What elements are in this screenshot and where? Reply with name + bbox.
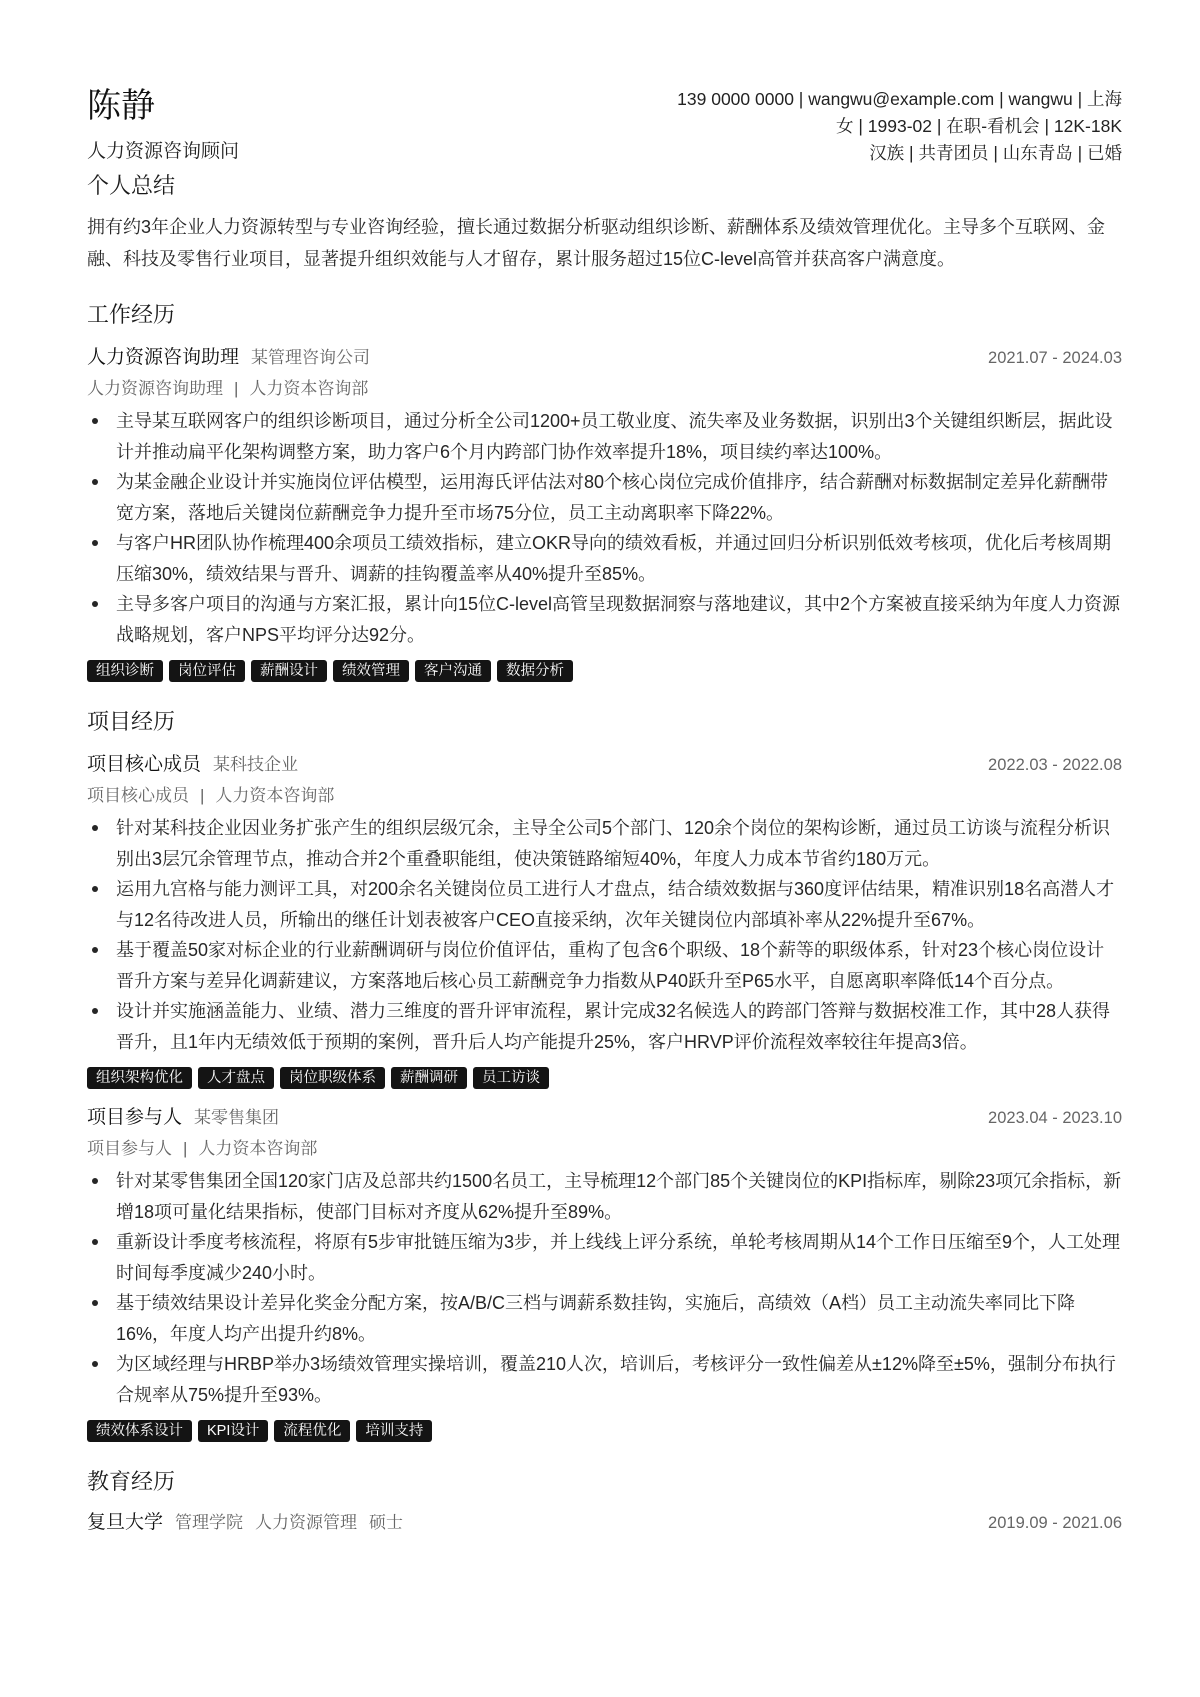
- skill-tag: KPI设计: [198, 1420, 268, 1442]
- resume-page: [87, 86, 1122, 1537]
- bullet-item: 重新设计季度考核流程，将原有5步审批链压缩为3步，并上线线上评分系统，单轮考核周期从14个工作日压缩至9个，人工处理时间每季度减少240小时。: [87, 1227, 1122, 1288]
- bullet-item: 主导多客户项目的沟通与方案汇报，累计向15位C-level高管呈现数据洞察与落地建议，其中2个方案被直接采纳为年度人力资源战略规划，客户NPS平均评分达92分。: [87, 589, 1122, 650]
- contact-line: 汉族 | 共青团员 | 山东青岛 | 已婚: [869, 143, 1122, 163]
- bullet-item: 设计并实施涵盖能力、业绩、潜力三维度的晋升评审流程，累计完成32名候选人的跨部门答辩与数据校准工作，其中28人获得晋升，且1年内无绩效低于预期的案例，晋升后人均产能提升25%，客户HRVP评价流程效率较往年提高3倍。: [87, 996, 1122, 1057]
- entry-bullets: [87, 1166, 1122, 1410]
- edu-school: 复旦大学: [87, 1512, 164, 1533]
- contact-line: 女 | 1993-02 | 在职-看机会 | 12K-18K: [836, 116, 1122, 136]
- entry-sub-role: 人力资源咨询助理: [87, 379, 223, 398]
- entry-date: 2019.09 - 2021.06: [988, 1514, 1122, 1532]
- skill-tag: 组织架构优化: [87, 1067, 192, 1089]
- skill-tag: 绩效管理: [333, 660, 409, 682]
- entry-sub-dept: 人力资本咨询部: [198, 1139, 318, 1158]
- skill-tags: [87, 660, 1122, 682]
- project-entry: [87, 752, 1122, 1089]
- skill-tag: 薪酬调研: [391, 1067, 467, 1089]
- project-entry: [87, 1105, 1122, 1442]
- entry-header: [87, 752, 1122, 779]
- entry-org: 某零售集团: [194, 1108, 280, 1127]
- skill-tag: 组织诊断: [87, 660, 163, 682]
- bullet-item: 主导某互联网客户的组织诊断项目，通过分析全公司1200+员工敬业度、流失率及业务数据，识别出3个关键组织断层，据此设计并推动扁平化架构调整方案，助力客户6个月内跨部门协作效率提升18%，项目续约率达100%。: [87, 406, 1122, 467]
- bullet-item: 基于绩效结果设计差异化奖金分配方案，按A/B/C三档与调薪系数挂钩，实施后，高绩效（A档）员工主动流失率同比下降16%，年度人均产出提升约8%。: [87, 1288, 1122, 1349]
- education-entry: [87, 1510, 1122, 1537]
- bullet-item: 针对某零售集团全国120家门店及总部共约1500名员工，主导梳理12个部门85个关键岗位的KPI指标库，剔除23项冗余指标，新增18项可量化结果指标，使部门目标对齐度从62%提升至89%。: [87, 1166, 1122, 1227]
- skill-tags: [87, 1420, 1122, 1442]
- skill-tag: 绩效体系设计: [87, 1420, 192, 1442]
- skill-tag: 人才盘点: [198, 1067, 274, 1089]
- entry-subline: [87, 376, 1122, 402]
- entry-role: 项目核心成员: [87, 754, 202, 775]
- bullet-item: 为某金融企业设计并实施岗位评估模型，运用海氏评估法对80个核心岗位完成价值排序，结合薪酬对标数据制定差异化薪酬带宽方案，落地后关键岗位薪酬竞争力提升至市场75分位，员工主动离职率下降22%。: [87, 467, 1122, 528]
- skill-tag: 岗位评估: [169, 660, 245, 682]
- entry-bullets: [87, 813, 1122, 1057]
- bullet-item: 运用九宫格与能力测评工具，对200余名关键岗位员工进行人才盘点，结合绩效数据与360度评估结果，精准识别18名高潜人才与12名待改进人员，所输出的继任计划表被客户CEO直接采纳，次年关键岗位内部填补率从22%提升至67%。: [87, 874, 1122, 935]
- entry-subline: [87, 1136, 1122, 1162]
- skill-tags: [87, 1067, 1122, 1089]
- contact-info: [677, 86, 1122, 167]
- summary-text: 拥有约3年企业人力资源转型与专业咨询经验，擅长通过数据分析驱动组织诊断、薪酬体系及绩效管理优化。主导多个互联网、金融、科技及零售行业项目，显著提升组织效能与人才留存，累计服务超过15位C-level高管并获高客户满意度。: [87, 217, 1106, 269]
- candidate-title: 人力资源咨询顾问: [87, 141, 240, 162]
- entry-sub-dept: 人力资本咨询部: [215, 786, 335, 805]
- entry-sub-dept: 人力资本咨询部: [249, 379, 369, 398]
- entry-sub-separator: |: [234, 379, 239, 398]
- bullet-item: 为区域经理与HRBP举办3场绩效管理实操培训，覆盖210人次，培训后，考核评分一致性偏差从±12%降至±5%，强制分布执行合规率从75%提升至93%。: [87, 1349, 1122, 1410]
- skill-tag: 培训支持: [356, 1420, 432, 1442]
- entry-subline: [87, 783, 1122, 809]
- section-title-projects: 项目经历: [87, 709, 176, 734]
- entry-sub-separator: |: [183, 1139, 188, 1158]
- entry-org: 某科技企业: [213, 755, 299, 774]
- section-title-education: 教育经历: [87, 1469, 176, 1494]
- entry-sub-role: 项目参与人: [87, 1139, 172, 1158]
- bullet-item: 与客户HR团队协作梳理400余项员工绩效指标，建立OKR导向的绩效看板，并通过回归分析识别低效考核项，优化后考核周期压缩30%，绩效结果与晋升、调薪的挂钩覆盖率从40%提升至85%。: [87, 528, 1122, 589]
- entry-role: 项目参与人: [87, 1107, 183, 1128]
- entry-bullets: [87, 406, 1122, 650]
- resume-header: [87, 86, 1122, 172]
- bullet-item: 基于覆盖50家对标企业的行业薪酬调研与岗位价值评估，重构了包含6个职级、18个薪等的职级体系，针对23个核心岗位设计晋升方案与差异化调薪建议，方案落地后核心员工薪酬竞争力指数从P40跃升至P65水平，自愿离职率降低14个百分点。: [87, 935, 1122, 996]
- entry-sub-role: 项目核心成员: [87, 786, 189, 805]
- skill-tag: 数据分析: [497, 660, 573, 682]
- entry-date: 2021.07 - 2024.03: [988, 349, 1122, 367]
- entry-date: 2022.03 - 2022.08: [988, 756, 1122, 774]
- entry-header: [87, 345, 1122, 372]
- bullet-item: 针对某科技企业因业务扩张产生的组织层级冗余，主导全公司5个部门、120余个岗位的架构诊断，通过员工访谈与流程分析识别出3层冗余管理节点，推动合并2个重叠职能组，使决策链路缩短40%，年度人力成本节省约180万元。: [87, 813, 1122, 874]
- skill-tag: 客户沟通: [415, 660, 491, 682]
- section-title-work: 工作经历: [87, 302, 176, 327]
- skill-tag: 薪酬设计: [251, 660, 327, 682]
- candidate-name: 陈静: [87, 87, 155, 125]
- entry-role: 人力资源咨询助理: [87, 347, 240, 368]
- edu-degree: 硕士: [369, 1513, 404, 1532]
- contact-line: 139 0000 0000 | wangwu@example.com | wangwu | 上海: [677, 89, 1122, 109]
- skill-tag: 员工访谈: [473, 1067, 549, 1089]
- entry-date: 2023.04 - 2023.10: [988, 1109, 1122, 1127]
- entry-header: [87, 1105, 1122, 1132]
- work-entry: [87, 345, 1122, 682]
- edu-college: 管理学院: [175, 1513, 244, 1532]
- entry-sub-separator: |: [200, 786, 205, 805]
- skill-tag: 流程优化: [274, 1420, 350, 1442]
- entry-org: 某管理咨询公司: [251, 348, 371, 367]
- skill-tag: 岗位职级体系: [280, 1067, 385, 1089]
- section-title-summary: 个人总结: [87, 173, 176, 198]
- edu-major: 人力资源管理: [255, 1513, 358, 1532]
